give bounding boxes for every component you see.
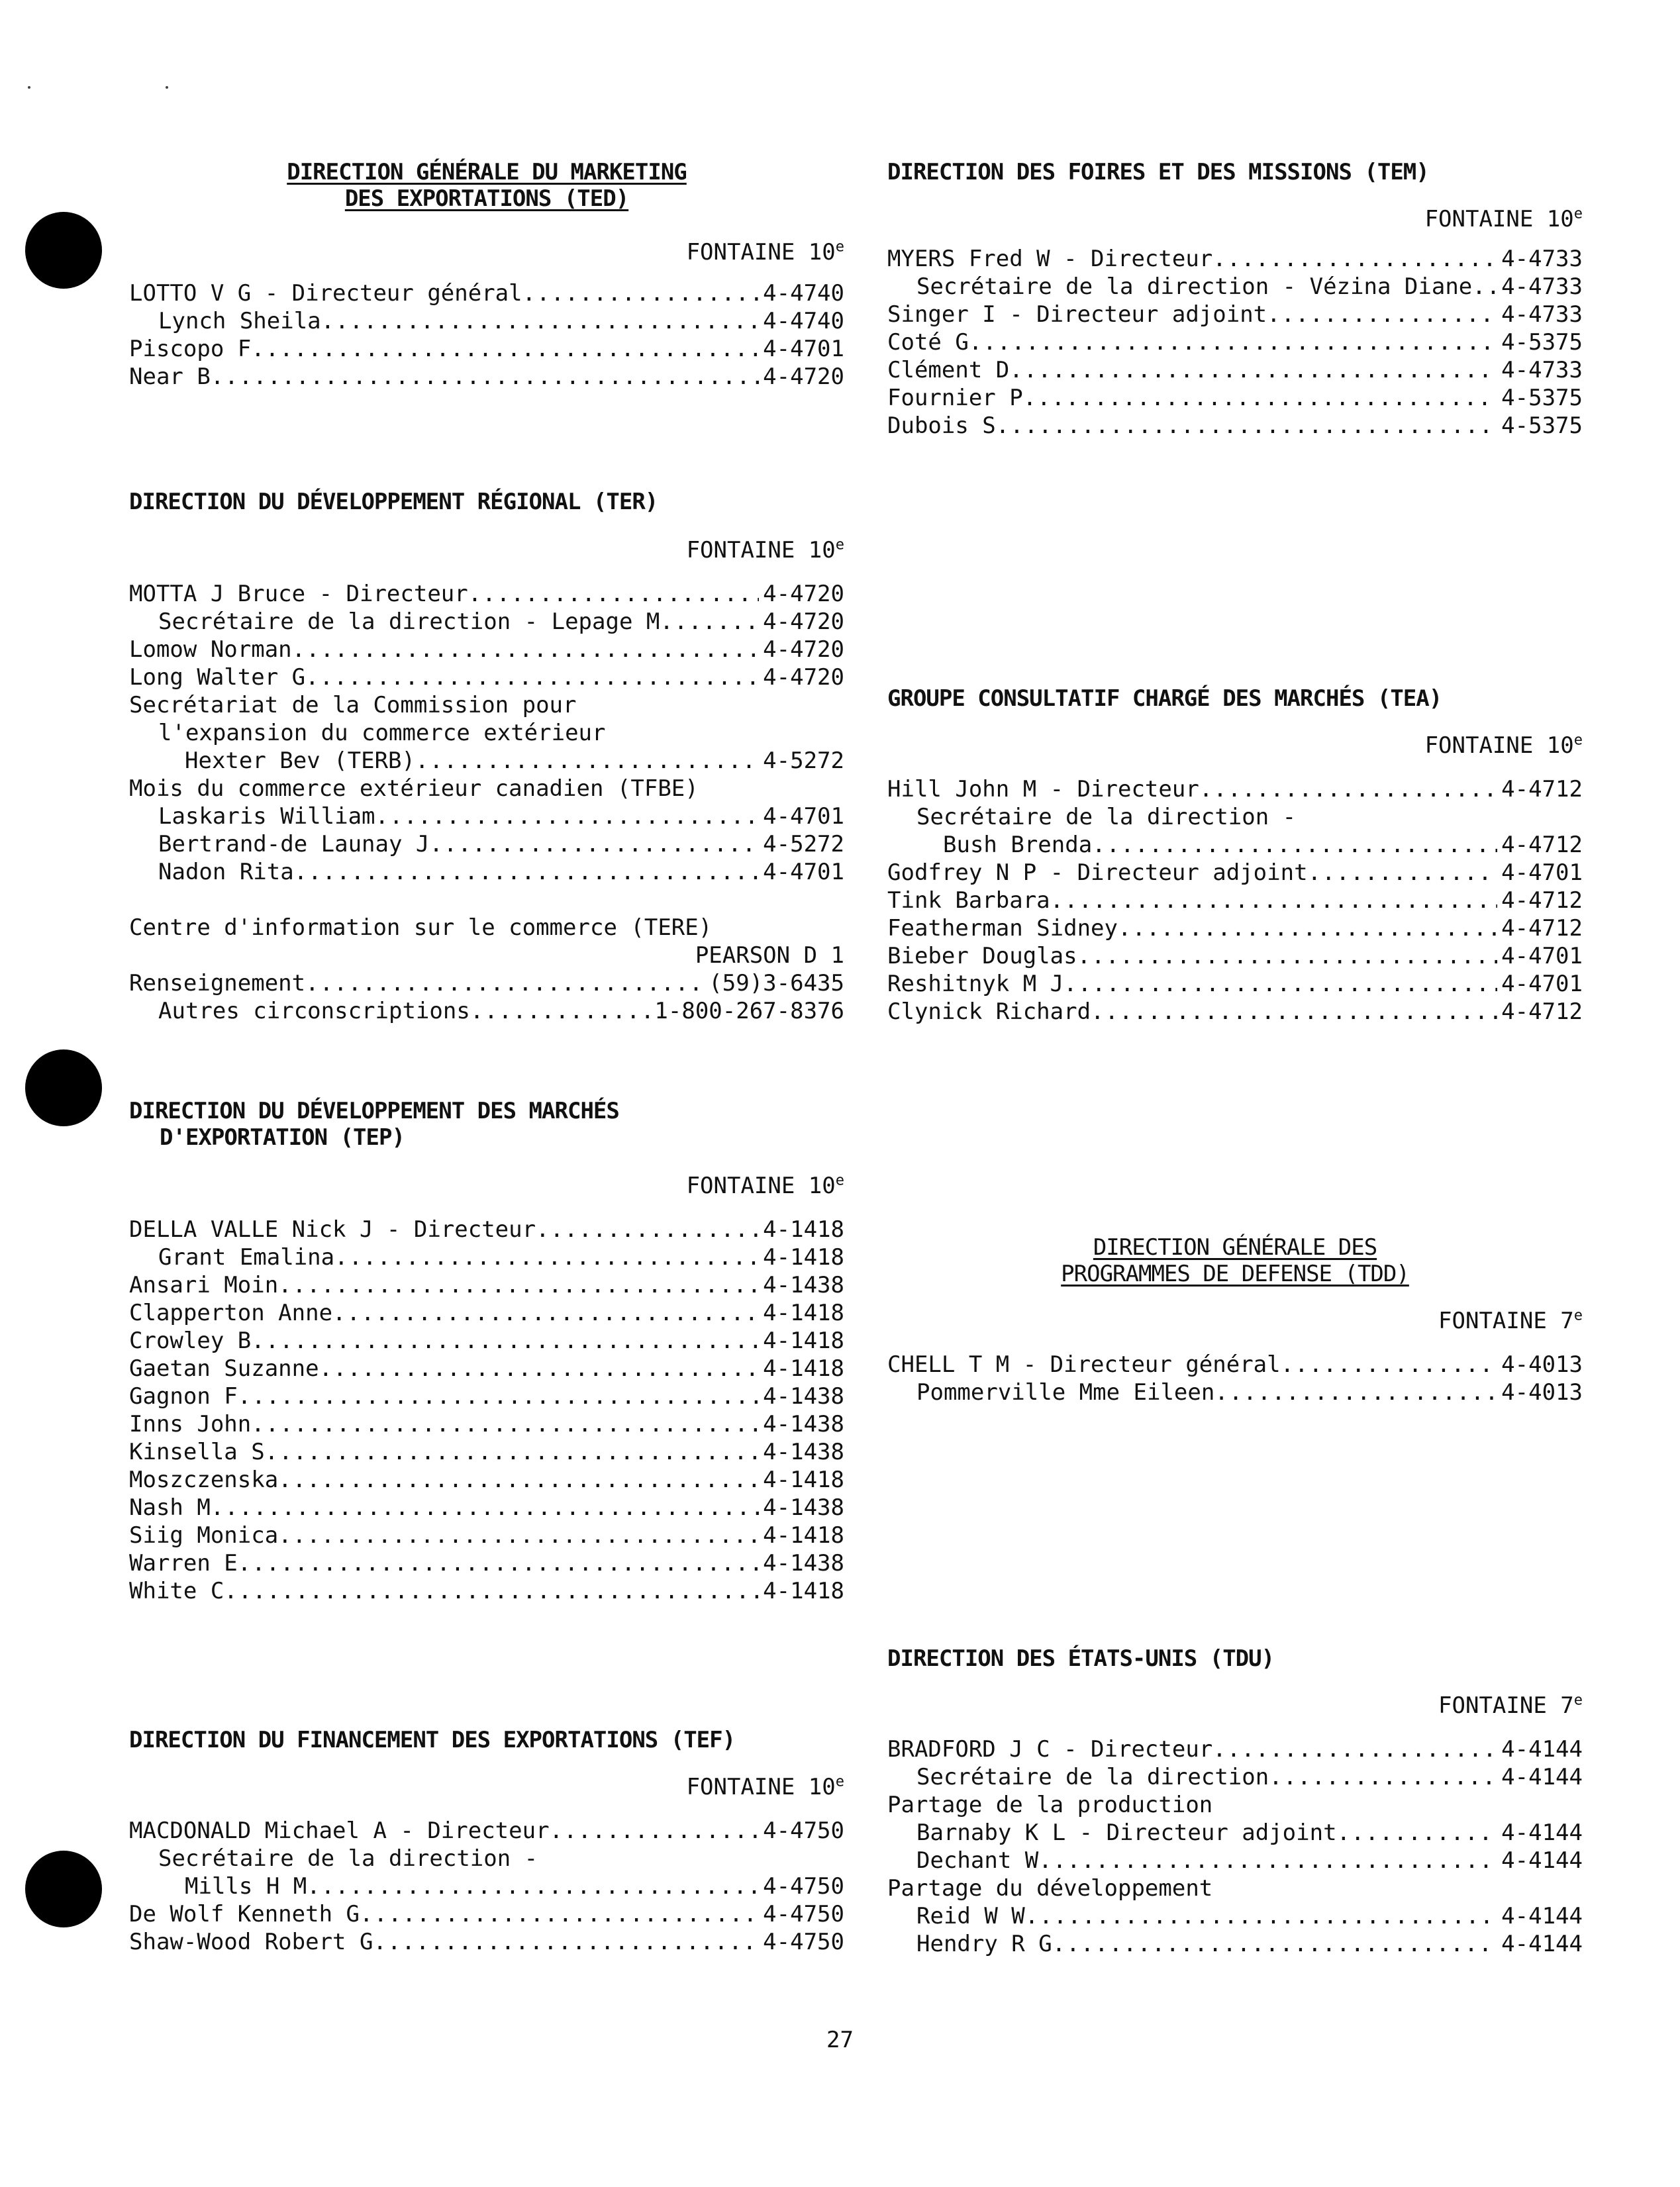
dot-leader bbox=[1212, 245, 1497, 273]
entry-phone: 4-4144 bbox=[1501, 1764, 1583, 1790]
entry-name: Partage du développement bbox=[887, 1875, 1213, 1902]
dot-leader bbox=[1212, 1874, 1583, 1902]
directory-entry bbox=[887, 356, 1583, 384]
entry-phone: 4-1438 bbox=[763, 1494, 844, 1521]
directory-entry bbox=[129, 1549, 844, 1577]
entry-name: Dechant W bbox=[916, 1847, 1039, 1874]
entry-name: Lynch Sheila bbox=[158, 308, 321, 334]
entry-name: Siig Monica bbox=[129, 1522, 279, 1549]
dot-leader bbox=[1025, 1902, 1497, 1930]
dot-leader bbox=[319, 1355, 760, 1383]
scan-speck bbox=[166, 86, 168, 89]
entry-name: MOTTA J Bruce - Directeur bbox=[129, 581, 468, 607]
section-tea bbox=[887, 685, 1583, 1026]
location-text: FONTAINE 10 bbox=[686, 1774, 836, 1800]
directory-entry bbox=[887, 1819, 1583, 1847]
dot-leader bbox=[996, 412, 1497, 440]
section-title-line: DIRECTION DU DÉVELOPPEMENT DES MARCHÉS bbox=[129, 1098, 619, 1124]
section-title: DIRECTION DU DÉVELOPPEMENT RÉGIONAL (TER) bbox=[129, 489, 658, 515]
location-text: FONTAINE 7 bbox=[1438, 1308, 1574, 1334]
dot-leader bbox=[332, 1299, 759, 1327]
dot-leader bbox=[522, 279, 760, 307]
dot-leader bbox=[251, 1327, 759, 1355]
entry-name: Hill John M - Directeur bbox=[887, 776, 1199, 802]
dot-leader bbox=[334, 1243, 759, 1271]
dot-leader bbox=[1212, 1791, 1583, 1819]
info-centre-location: PEARSON D 1 bbox=[695, 942, 844, 969]
section-tem bbox=[887, 159, 1583, 440]
dot-leader bbox=[536, 1216, 759, 1243]
dot-leader bbox=[468, 580, 759, 608]
entry-name: Autres circonscriptions bbox=[158, 998, 470, 1024]
entry-phone: 4-1418 bbox=[763, 1522, 844, 1549]
entry-name: Dubois S bbox=[887, 413, 996, 439]
dot-leader bbox=[373, 1928, 759, 1956]
punch-hole bbox=[25, 1851, 102, 1927]
section-tef bbox=[129, 1727, 844, 1956]
entry-phone: 4-4144 bbox=[1501, 1847, 1583, 1874]
entry-phone: 4-4013 bbox=[1501, 1379, 1583, 1406]
entry-name: Clynick Richard bbox=[887, 998, 1091, 1025]
entry-phone: 4-4720 bbox=[763, 664, 844, 691]
entry-name: MYERS Fred W - Directeur bbox=[887, 246, 1213, 272]
directory-entry bbox=[887, 1902, 1583, 1930]
entry-phone: 4-4720 bbox=[763, 636, 844, 663]
entry-phone: 4-4712 bbox=[1501, 915, 1583, 942]
directory-entry bbox=[887, 803, 1583, 831]
page-number: 27 bbox=[826, 2027, 854, 2053]
entry-phone: 4-4144 bbox=[1501, 1931, 1583, 1957]
directory-entry bbox=[129, 719, 844, 747]
dot-leader bbox=[606, 719, 844, 747]
entry-name: Clapperton Anne bbox=[129, 1300, 333, 1326]
section-title bbox=[887, 1234, 1583, 1287]
directory-entry bbox=[887, 273, 1583, 301]
entry-name: Ansari Moin bbox=[129, 1272, 279, 1298]
entry-name: Nadon Rita bbox=[158, 859, 294, 885]
directory-entry bbox=[887, 887, 1583, 914]
location-text: FONTAINE 10 bbox=[686, 537, 836, 563]
dot-leader bbox=[1038, 1847, 1497, 1874]
entry-name: Grant Emalina bbox=[158, 1244, 335, 1271]
entry-phone: 4-4733 bbox=[1501, 357, 1583, 383]
directory-entry bbox=[129, 1355, 844, 1383]
entry-phone: 4-4750 bbox=[763, 1818, 844, 1844]
dot-leader bbox=[360, 1900, 759, 1928]
entry-phone: 4-4701 bbox=[763, 336, 844, 362]
entry-name: Mois du commerce extérieur canadien (TFBE) bbox=[129, 775, 699, 802]
entry-name: MACDONALD Michael A - Directeur bbox=[129, 1818, 550, 1844]
section-title: DIRECTION DES ÉTATS-UNIS (TDU) bbox=[887, 1645, 1275, 1672]
entry-phone: 4-4701 bbox=[1501, 859, 1583, 886]
entry-name: Warren E bbox=[129, 1550, 238, 1577]
dot-leader bbox=[1077, 942, 1498, 970]
directory-entry bbox=[129, 802, 844, 830]
directory-entry bbox=[129, 1271, 844, 1299]
entry-name: Reid W W bbox=[916, 1903, 1025, 1929]
entry-name: Clément D bbox=[887, 357, 1010, 383]
dot-leader bbox=[1212, 1735, 1497, 1763]
dot-leader bbox=[1092, 831, 1497, 859]
dot-leader bbox=[1337, 1819, 1498, 1847]
dot-leader bbox=[1308, 859, 1498, 887]
dot-leader bbox=[660, 608, 759, 636]
section-title-line: DIRECTION GÉNÉRALE DU MARKETING bbox=[287, 159, 687, 185]
entry-phone: 4-1418 bbox=[763, 1328, 844, 1354]
entry-name: Pommerville Mme Eileen bbox=[916, 1379, 1215, 1406]
dot-leader bbox=[278, 1271, 759, 1299]
location-sup: e bbox=[835, 1172, 844, 1189]
entry-name: Reshitnyk M J bbox=[887, 971, 1064, 997]
entry-name: Partage de la production bbox=[887, 1792, 1213, 1818]
directory-entry bbox=[887, 970, 1583, 998]
entry-name: Long Walter G bbox=[129, 664, 306, 691]
dot-leader bbox=[1050, 887, 1498, 914]
directory-entry bbox=[129, 1577, 844, 1605]
directory-entry bbox=[129, 636, 844, 663]
dot-leader bbox=[550, 1817, 760, 1845]
directory-entry bbox=[887, 1791, 1583, 1819]
directory-entry bbox=[887, 1735, 1583, 1763]
section-ted bbox=[129, 159, 844, 391]
entry-phone: 4-4013 bbox=[1501, 1351, 1583, 1378]
dot-leader bbox=[278, 1522, 759, 1549]
directory-entry bbox=[129, 1466, 844, 1494]
dot-leader bbox=[238, 1383, 759, 1410]
location bbox=[129, 536, 844, 564]
directory-entry bbox=[887, 859, 1583, 887]
entry-name: Fournier P bbox=[887, 385, 1023, 411]
entry-name: Secrétaire de la direction - Lepage M bbox=[158, 608, 660, 635]
entry-phone: 4-1438 bbox=[763, 1272, 844, 1298]
dot-leader bbox=[1009, 356, 1497, 384]
entry-name: CHELL T M - Directeur général bbox=[887, 1351, 1281, 1378]
location-sup: e bbox=[835, 1773, 844, 1790]
dot-leader bbox=[211, 363, 759, 391]
directory-entry bbox=[129, 1817, 844, 1845]
entry-name: Secrétaire de la direction bbox=[916, 1764, 1269, 1790]
dot-leader bbox=[577, 691, 844, 719]
directory-entry bbox=[887, 384, 1583, 412]
entry-name: Singer I - Directeur adjoint bbox=[887, 301, 1267, 328]
directory-entry bbox=[887, 328, 1583, 356]
dot-leader bbox=[429, 830, 759, 858]
entry-name: Near B bbox=[129, 364, 211, 390]
dot-leader bbox=[1199, 775, 1497, 803]
directory-entry bbox=[129, 1928, 844, 1956]
entry-name: Shaw-Wood Robert G bbox=[129, 1929, 373, 1955]
dot-leader bbox=[1267, 301, 1497, 328]
entry-name: Barnaby K L - Directeur adjoint bbox=[916, 1820, 1337, 1846]
dot-leader bbox=[470, 997, 651, 1025]
entry-name: Tink Barbara bbox=[887, 887, 1050, 914]
entry-name: Kinsella S bbox=[129, 1439, 265, 1465]
dot-leader bbox=[538, 1845, 844, 1872]
directory-entry bbox=[129, 580, 844, 608]
entry-name: Lomow Norman bbox=[129, 636, 292, 663]
location bbox=[887, 732, 1583, 759]
directory-entry bbox=[887, 1930, 1583, 1958]
directory-entry bbox=[129, 830, 844, 858]
entry-name: Renseignement bbox=[129, 970, 306, 996]
location-sup: e bbox=[835, 238, 844, 256]
entry-phone: 4-4733 bbox=[1501, 301, 1583, 328]
dot-leader bbox=[699, 775, 844, 802]
info-centre-heading bbox=[129, 914, 844, 942]
section-title-line: D'EXPORTATION (TEP) bbox=[160, 1124, 405, 1151]
entry-phone: (59)3-6435 bbox=[709, 970, 844, 996]
directory-entry bbox=[129, 1522, 844, 1549]
directory-entry bbox=[129, 1327, 844, 1355]
entry-phone: 4-4144 bbox=[1501, 1820, 1583, 1846]
section-ter bbox=[129, 489, 844, 1025]
entry-name: Featherman Sidney bbox=[887, 915, 1118, 942]
directory-entry bbox=[129, 335, 844, 363]
location-text: FONTAINE 10 bbox=[1424, 732, 1574, 759]
directory-entry bbox=[129, 691, 844, 719]
directory-entry bbox=[887, 245, 1583, 273]
directory-entry bbox=[129, 1845, 844, 1872]
entry-name: LOTTO V G - Directeur général bbox=[129, 280, 522, 307]
directory-entry bbox=[887, 1874, 1583, 1902]
entry-phone: 4-4144 bbox=[1501, 1903, 1583, 1929]
entry-phone: 4-4750 bbox=[763, 1901, 844, 1927]
directory-entry bbox=[129, 775, 844, 802]
directory-entry bbox=[887, 301, 1583, 328]
entry-name: Secrétaire de la direction - Vézina Diane bbox=[916, 273, 1473, 300]
directory-entry bbox=[129, 1900, 844, 1928]
directory-entry bbox=[129, 747, 844, 775]
section-title: GROUPE CONSULTATIF CHARGÉ DES MARCHÉS (TEA) bbox=[887, 685, 1442, 712]
dot-leader bbox=[1214, 1379, 1497, 1406]
entry-phone: 4-4740 bbox=[763, 280, 844, 307]
directory-entry bbox=[887, 1763, 1583, 1791]
location-text: FONTAINE 7 bbox=[1438, 1692, 1574, 1719]
directory-entry bbox=[887, 1847, 1583, 1874]
directory-entry bbox=[129, 279, 844, 307]
directory-entry bbox=[129, 858, 844, 886]
location-text: FONTAINE 10 bbox=[686, 239, 836, 266]
directory-entry bbox=[129, 1494, 844, 1522]
entry-name: Godfrey N P - Directeur adjoint bbox=[887, 859, 1308, 886]
directory-entry bbox=[129, 608, 844, 636]
location bbox=[887, 205, 1583, 233]
location bbox=[129, 1773, 844, 1801]
entry-name: White C bbox=[129, 1578, 224, 1604]
directory-entry bbox=[129, 1216, 844, 1243]
dot-leader bbox=[969, 328, 1497, 356]
entry-name: Nash M bbox=[129, 1494, 211, 1521]
location-text: FONTAINE 10 bbox=[1424, 206, 1574, 232]
entry-phone: 4-5272 bbox=[763, 748, 844, 774]
section-title-line: DES EXPORTATIONS (TED) bbox=[344, 185, 629, 212]
section-tdd bbox=[887, 1234, 1583, 1406]
directory-entry bbox=[887, 914, 1583, 942]
entry-phone: 4-1418 bbox=[763, 1467, 844, 1493]
dot-leader bbox=[278, 1466, 759, 1494]
directory-entry bbox=[887, 1351, 1583, 1379]
dot-leader bbox=[1269, 1763, 1497, 1791]
dot-leader bbox=[294, 858, 759, 886]
dot-leader bbox=[1052, 1930, 1497, 1958]
dot-leader bbox=[1118, 914, 1497, 942]
entry-name: Secrétariat de la Commission pour bbox=[129, 692, 577, 718]
dot-leader bbox=[211, 1494, 759, 1522]
entry-phone: 4-4733 bbox=[1501, 246, 1583, 272]
entry-phone: 4-4701 bbox=[1501, 943, 1583, 969]
directory-entry bbox=[129, 1410, 844, 1438]
entry-name: Bertrand-de Launay J bbox=[158, 831, 430, 857]
entry-name: De Wolf Kenneth G bbox=[129, 1901, 360, 1927]
entry-phone: 4-4712 bbox=[1501, 776, 1583, 802]
entry-name: Gaetan Suzanne bbox=[129, 1355, 319, 1382]
location-text: FONTAINE 10 bbox=[686, 1173, 836, 1199]
dot-leader bbox=[251, 335, 759, 363]
section-title-line: DIRECTION GÉNÉRALE DES bbox=[1093, 1234, 1377, 1261]
directory-entry bbox=[887, 831, 1583, 859]
location bbox=[129, 238, 844, 266]
entry-name: Bush Brenda bbox=[943, 832, 1093, 858]
entry-phone: 4-4712 bbox=[1501, 998, 1583, 1025]
entry-phone: 4-5375 bbox=[1501, 329, 1583, 356]
directory-entry bbox=[887, 412, 1583, 440]
directory-entry bbox=[129, 1438, 844, 1466]
entry-name: Centre d'information sur le commerce (TERE) bbox=[129, 914, 713, 941]
directory-entry bbox=[887, 1379, 1583, 1406]
scan-speck bbox=[28, 86, 30, 89]
entry-name: Secrétaire de la direction - bbox=[158, 1845, 538, 1872]
location-sup: e bbox=[1573, 1692, 1583, 1709]
section-tep bbox=[129, 1098, 844, 1605]
entry-phone: 4-4740 bbox=[763, 308, 844, 334]
entry-name: Piscopo F bbox=[129, 336, 252, 362]
entry-name: Mills H M bbox=[185, 1873, 307, 1900]
section-title: DIRECTION DES FOIRES ET DES MISSIONS (TEM) bbox=[887, 159, 1429, 185]
directory-entry bbox=[129, 1299, 844, 1327]
entry-phone: 1-800-267-8376 bbox=[654, 998, 844, 1024]
entry-name: Coté G bbox=[887, 329, 969, 356]
dot-leader bbox=[224, 1577, 759, 1605]
directory-entry bbox=[129, 363, 844, 391]
entry-phone: 4-4720 bbox=[763, 608, 844, 635]
entry-name: Inns John bbox=[129, 1411, 252, 1437]
entry-name: DELLA VALLE Nick J - Directeur bbox=[129, 1216, 536, 1243]
entry-phone: 4-1418 bbox=[763, 1578, 844, 1604]
entry-name: Gagnon F bbox=[129, 1383, 238, 1410]
entry-phone: 4-1438 bbox=[763, 1411, 844, 1437]
section-title-line: PROGRAMMES DE DEFENSE (TDD) bbox=[1061, 1261, 1409, 1287]
dot-leader bbox=[1023, 384, 1497, 412]
directory-entry bbox=[129, 1872, 844, 1900]
location-sup: e bbox=[835, 536, 844, 554]
punch-hole bbox=[25, 1049, 102, 1126]
entry-name: Hendry R G bbox=[916, 1931, 1052, 1957]
dot-leader bbox=[1281, 1351, 1498, 1379]
directory-entry bbox=[129, 663, 844, 691]
location bbox=[887, 1307, 1583, 1335]
entry-phone: 4-5375 bbox=[1501, 413, 1583, 439]
entry-name: Secrétaire de la direction - bbox=[916, 804, 1297, 830]
dot-leader bbox=[292, 636, 760, 663]
directory-entry bbox=[129, 1243, 844, 1271]
entry-phone: 4-1438 bbox=[763, 1439, 844, 1465]
entry-phone: 4-4712 bbox=[1501, 832, 1583, 858]
entry-name: BRADFORD J C - Directeur bbox=[887, 1736, 1213, 1763]
entry-phone: 4-4712 bbox=[1501, 887, 1583, 914]
entry-phone: 4-4720 bbox=[763, 364, 844, 390]
directory-entry bbox=[887, 942, 1583, 970]
dot-leader bbox=[265, 1438, 759, 1466]
dot-leader bbox=[415, 747, 759, 775]
entry-phone: 4-1418 bbox=[763, 1355, 844, 1382]
section-title: DIRECTION DU FINANCEMENT DES EXPORTATIONS (TEF) bbox=[129, 1727, 736, 1753]
section-tdu bbox=[887, 1645, 1583, 1958]
dot-leader bbox=[1296, 803, 1583, 831]
entry-phone: 4-4750 bbox=[763, 1873, 844, 1900]
dot-leader bbox=[305, 969, 705, 997]
entry-name: Bieber Douglas bbox=[887, 943, 1077, 969]
entry-name: l'expansion du commerce extérieur bbox=[158, 720, 606, 746]
dot-leader bbox=[1063, 970, 1497, 998]
directory-entry bbox=[129, 1383, 844, 1410]
directory-entry bbox=[887, 775, 1583, 803]
dot-leader bbox=[1472, 273, 1497, 301]
entry-phone: 4-5272 bbox=[763, 831, 844, 857]
entry-phone: 4-4144 bbox=[1501, 1736, 1583, 1763]
directory-entry bbox=[129, 307, 844, 335]
entry-phone: 4-4701 bbox=[763, 803, 844, 830]
location bbox=[887, 1692, 1583, 1720]
directory-entry bbox=[887, 998, 1583, 1026]
section-title bbox=[129, 1098, 844, 1151]
entry-name: Laskaris William bbox=[158, 803, 375, 830]
section-title bbox=[129, 159, 844, 212]
location bbox=[129, 1172, 844, 1200]
dot-leader bbox=[305, 663, 759, 691]
location-sup: e bbox=[1573, 1307, 1583, 1324]
dot-leader bbox=[238, 1549, 759, 1577]
location-sup: e bbox=[1573, 732, 1583, 749]
dot-leader bbox=[375, 802, 760, 830]
entry-phone: 4-4733 bbox=[1501, 273, 1583, 300]
directory-entry bbox=[129, 969, 844, 997]
dot-leader bbox=[251, 1410, 759, 1438]
entry-phone: 4-4720 bbox=[763, 581, 844, 607]
entry-name: Crowley B bbox=[129, 1328, 252, 1354]
entry-phone: 4-1438 bbox=[763, 1383, 844, 1410]
entry-phone: 4-4750 bbox=[763, 1929, 844, 1955]
entry-phone: 4-1418 bbox=[763, 1300, 844, 1326]
entry-phone: 4-1438 bbox=[763, 1550, 844, 1577]
entry-name: Moszczenska bbox=[129, 1467, 279, 1493]
entry-phone: 4-5375 bbox=[1501, 385, 1583, 411]
dot-leader bbox=[307, 1872, 759, 1900]
entry-name: Hexter Bev (TERB) bbox=[185, 748, 415, 774]
entry-phone: 4-4701 bbox=[1501, 971, 1583, 997]
directory-entry bbox=[129, 997, 844, 1025]
entry-phone: 4-4701 bbox=[763, 859, 844, 885]
dot-leader bbox=[1091, 998, 1497, 1026]
dot-leader bbox=[321, 307, 760, 335]
punch-hole bbox=[25, 212, 102, 289]
location-sup: e bbox=[1573, 205, 1583, 222]
entry-phone: 4-1418 bbox=[763, 1244, 844, 1271]
entry-phone: 4-1418 bbox=[763, 1216, 844, 1243]
